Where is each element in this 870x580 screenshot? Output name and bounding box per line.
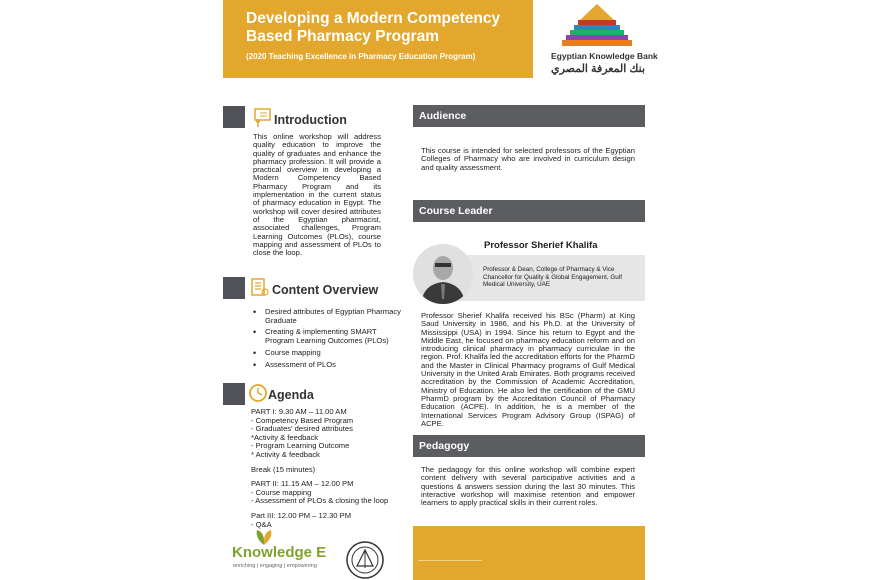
document-list-icon bbox=[249, 277, 269, 297]
ekb-name-en: Egyptian Knowledge Bank bbox=[551, 51, 658, 61]
section-marker bbox=[223, 383, 245, 405]
agenda-item: - Course mapping bbox=[251, 487, 312, 497]
list-item: • Creating & implementing SMART Program Learning Outcomes (PLOs) bbox=[251, 328, 401, 345]
agenda-part3-title: Part III: 12.00 PM – 12.30 PM bbox=[251, 510, 352, 520]
agenda-item: - Program Learning Outcome bbox=[251, 441, 350, 451]
leader-bio: Professor Sherief Khalifa received his BSc (Pharm) at King Saud University in 1986, and his Ph.D. at the University of Mississippi (USA) in 1994. Since his return to Egypt and the Middle East, he focused on pharmacy education reform and on introducing clinical pharmacy in pharmacy curriculae in the region. Prof. Khalifa led the accreditation efforts for the PharmD and the Master in Clinical Pharmacy programs of Gulf Medical University in the United Arab Emirates. Both programs received accreditation by the Commission of Academic Accreditation, Ministry of Education. He also led the certification of the GMU PharmD program by the Accreditation Council of Pharmacy Education (ACPE). In addition, he is a member of the International Services Program Advisory Group (ISPAG) of ACPE. bbox=[421, 311, 635, 428]
leader-roles: Professor & Dean, College of Pharmacy & Vice Chancellor for Quality & Global Engagement, Gulf Medical University, UAE bbox=[483, 266, 622, 288]
content-overview-list bbox=[251, 308, 401, 372]
section-marker bbox=[223, 277, 245, 299]
section-marker bbox=[223, 106, 245, 128]
audience-header: Audience bbox=[413, 105, 645, 127]
divider bbox=[418, 560, 482, 561]
clock-icon bbox=[248, 383, 268, 403]
agenda-item: - Assessment of PLOs & closing the loop bbox=[251, 496, 389, 506]
agenda-heading: Agenda bbox=[268, 388, 314, 402]
course-leader-header: Course Leader bbox=[413, 200, 645, 222]
agenda-break: Break (15 minutes) bbox=[251, 464, 316, 474]
page-title: Developing a Modern Competency Based Pharmacy Program bbox=[246, 10, 501, 45]
pedagogy-text: The pedagogy for this online workshop will combine expert content delivery with several participative activities and a questions & answers session during the last 30 minutes. This interactive workshop will maximise retention and empower learners to apply practical skills in their current roles. bbox=[421, 465, 635, 508]
list-item: • Desired attributes of Egyptian Pharmacy Graduate bbox=[251, 308, 401, 325]
agenda-part1-title: PART I: 9.30 AM – 11.00 AM bbox=[251, 407, 347, 416]
page-subtitle: (2020 Teaching Excellence in Pharmacy Education Program) bbox=[246, 52, 476, 61]
ekb-name-ar: بنك المعرفة المصري bbox=[551, 63, 646, 75]
agenda-item: - Competency Based Program bbox=[251, 415, 354, 425]
content-overview-heading: Content Overview bbox=[272, 283, 379, 297]
agenda-part2-title: PART II: 11.15 AM – 12.00 PM bbox=[251, 479, 354, 489]
introduction-heading: Introduction bbox=[274, 113, 347, 127]
introduction-text: This online workshop will address quality education to improve the quality of graduates and enhance the pharmacy profession. It will provide a practical overview in developing a Modern Competency Based Pharmacy Program and its implementation in the current status of pharmacy education in Egypt. The workshop will cover desired attributes of the Egyptian pharmacist, associated challenges, Program Learning Outcomes (PLOs), course mapping and assessment of PLOs to close the loop. bbox=[253, 132, 381, 258]
leader-portrait bbox=[413, 244, 473, 304]
agenda-item: - Q&A bbox=[251, 519, 272, 529]
list-item: • Assessment of PLOs bbox=[251, 361, 401, 370]
leader-name: Professor Sherief Khalifa bbox=[484, 240, 598, 251]
institution-seal-icon bbox=[345, 540, 385, 580]
pedagogy-header: Pedagogy bbox=[413, 435, 645, 457]
audience-text: This course is intended for selected professors of the Egyptian Colleges of Pharmacy who are involved in curriculum design and quality assessment. bbox=[421, 146, 635, 172]
footer-accent-box bbox=[413, 526, 645, 580]
presentation-icon bbox=[252, 107, 272, 127]
knowledge-e-logo: Knowledge E bbox=[232, 544, 327, 561]
agenda-item: * Activity & feedback bbox=[251, 449, 320, 459]
knowledge-e-tagline: enriching | engaging | empowering bbox=[233, 563, 317, 569]
agenda-body bbox=[251, 408, 411, 529]
list-item: • Course mapping bbox=[251, 349, 401, 358]
agenda-item: - Graduates' desired attributes bbox=[251, 424, 353, 434]
agenda-item: *Activity & feedback bbox=[251, 432, 319, 442]
